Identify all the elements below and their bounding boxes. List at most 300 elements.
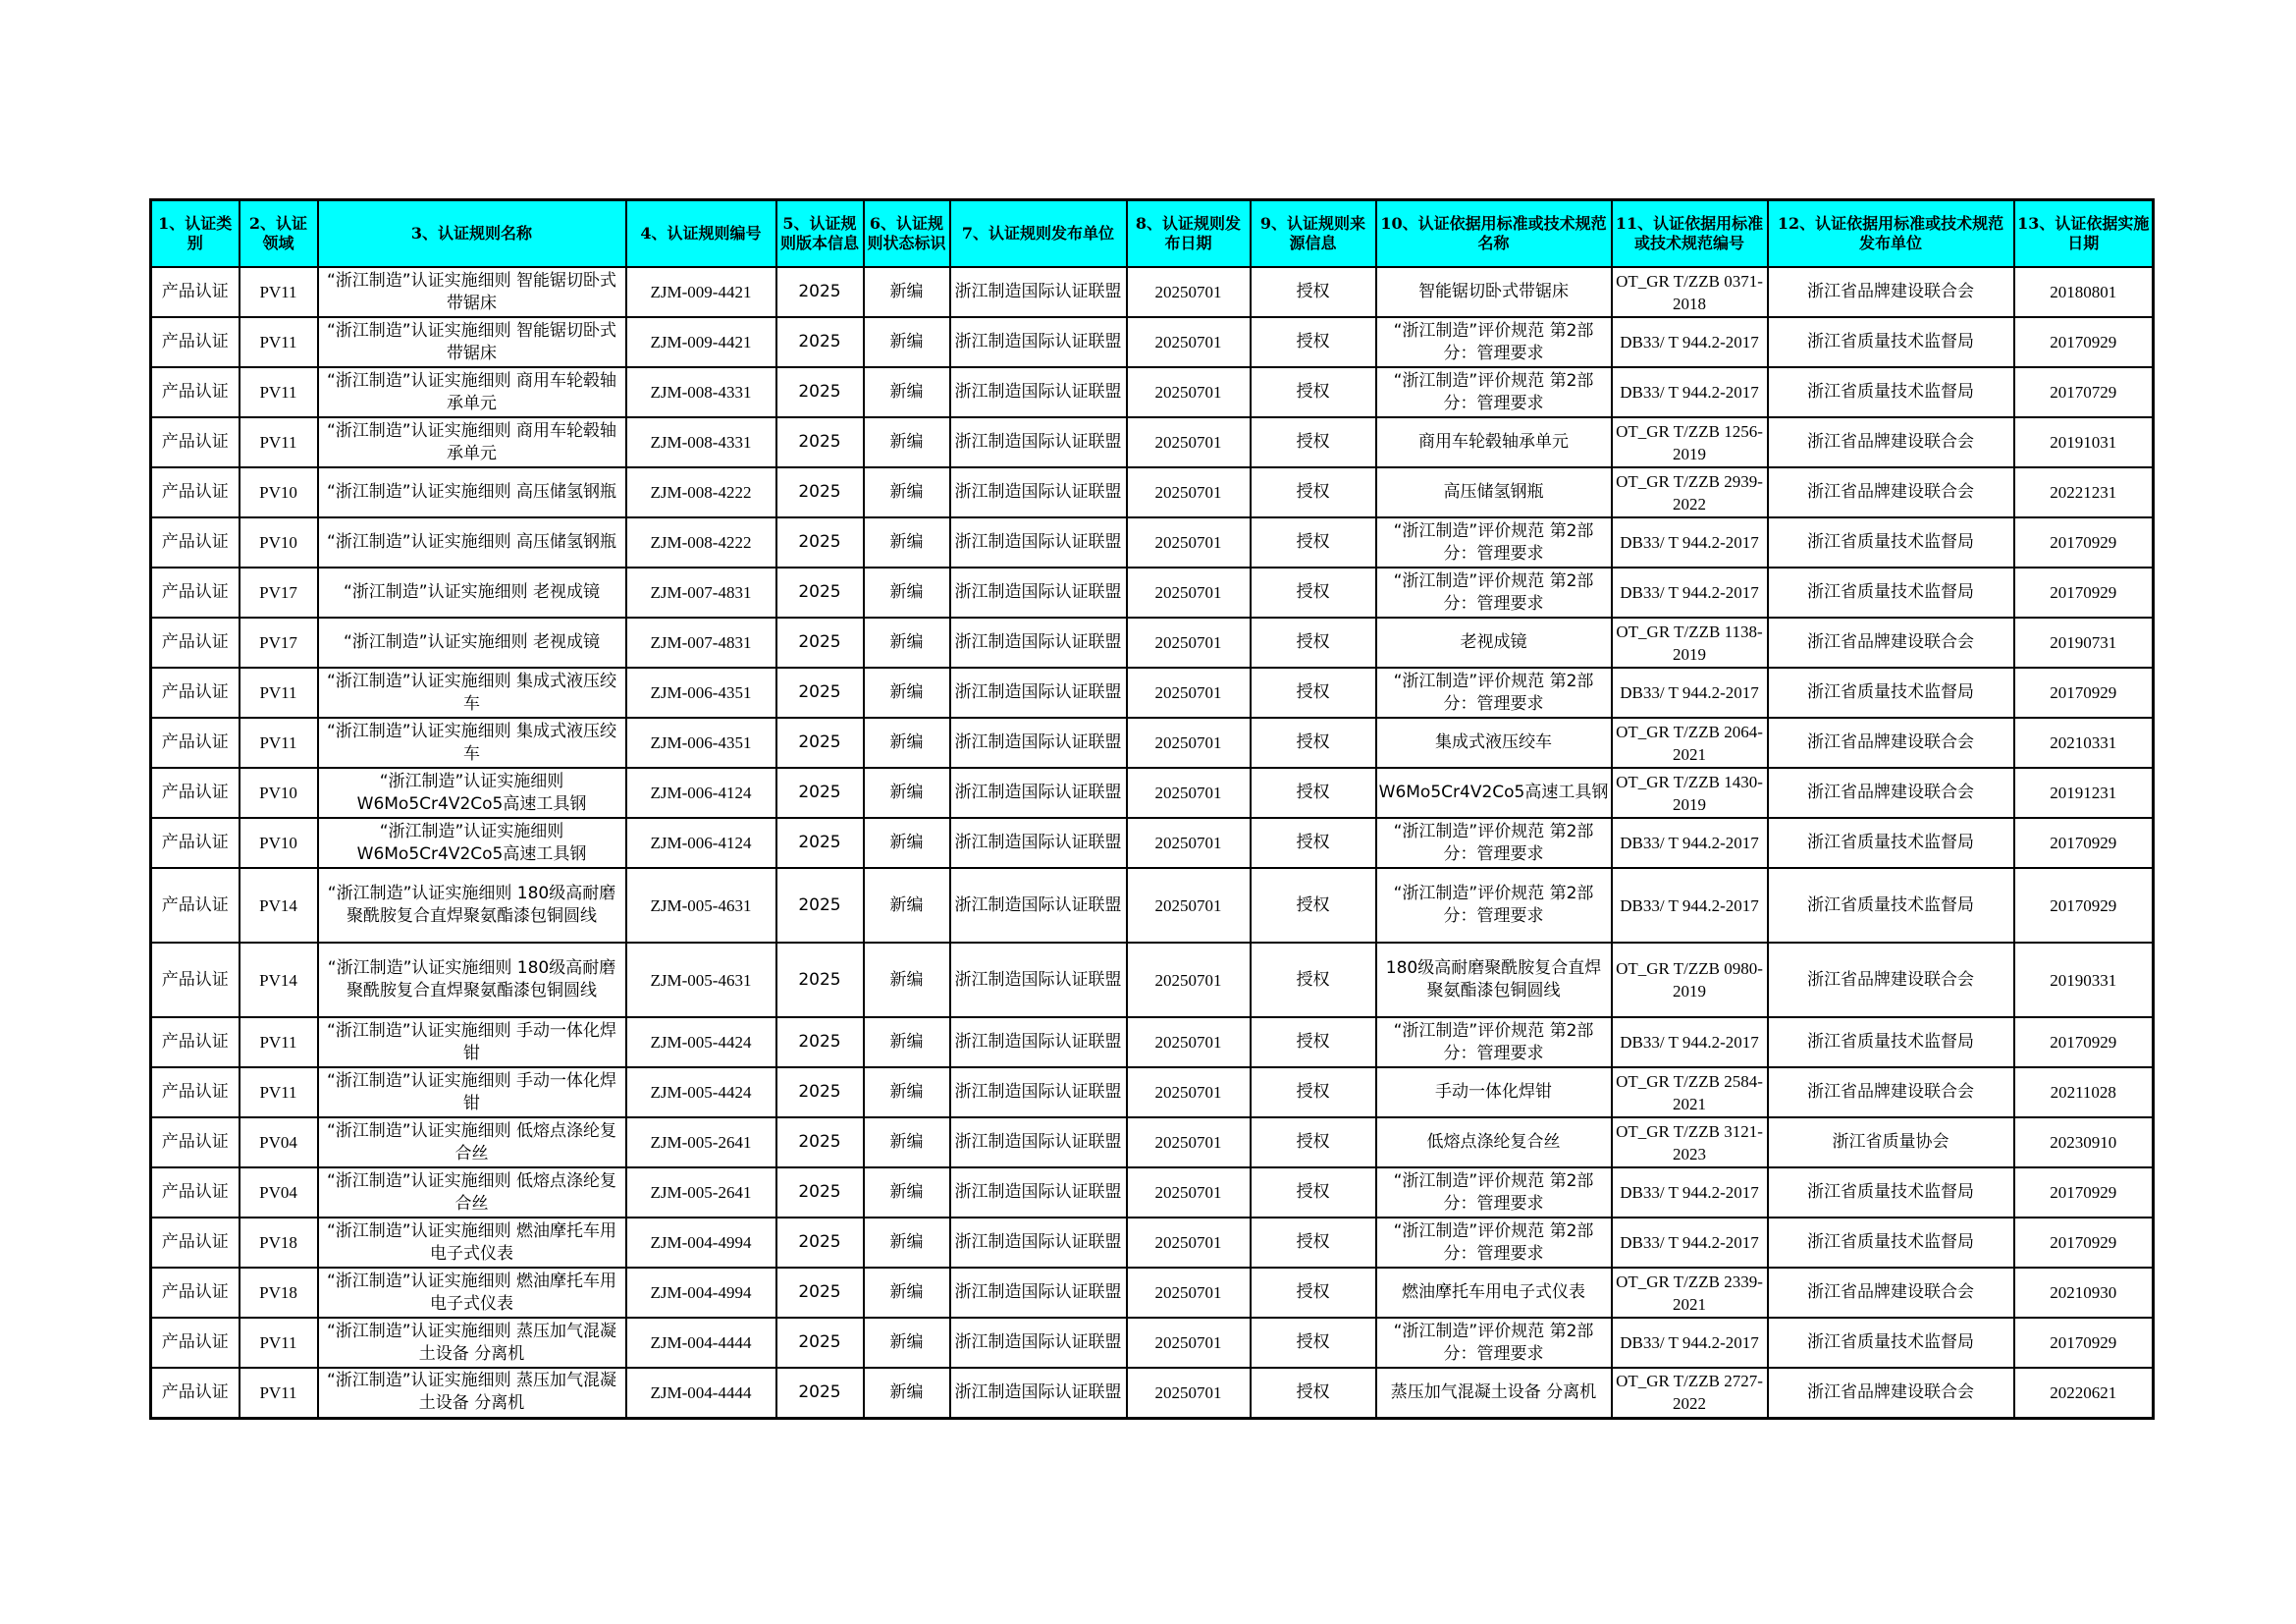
cell-rule-publisher: 浙江制造国际认证联盟 [950,1218,1127,1268]
cell-rule-version: 2025 [776,943,864,1017]
cell-rule-publisher: 浙江制造国际认证联盟 [950,668,1127,718]
cell-standard-publisher: 浙江省品牌建设联合会 [1768,618,2014,668]
cell-effective-date: 20191231 [2014,768,2154,818]
cell-rule-number: ZJM-004-4444 [626,1318,776,1368]
cell-rule-publisher: 浙江制造国际认证联盟 [950,367,1127,417]
cell-standard-number: OT_GR T/ZZB 0371-2018 [1612,267,1768,317]
cell-rule-name: “浙江制造”认证实施细则 高压储氢钢瓶 [318,517,626,568]
cell-standard-name: 蒸压加气混凝土设备 分离机 [1376,1368,1612,1418]
cell-rule-number: ZJM-005-2641 [626,1167,776,1218]
cell-cert-category: 产品认证 [151,367,240,417]
cell-effective-date: 20210331 [2014,718,2154,768]
cell-rule-date: 20250701 [1127,417,1251,467]
cell-effective-date: 20170929 [2014,868,2154,943]
cell-rule-number: ZJM-006-4124 [626,818,776,868]
cell-rule-status: 新编 [864,768,950,818]
cell-standard-publisher: 浙江省品牌建设联合会 [1768,943,2014,1017]
cell-cert-category: 产品认证 [151,1067,240,1117]
cell-standard-name: “浙江制造”评价规范 第2部分：管理要求 [1376,668,1612,718]
cell-rule-status: 新编 [864,317,950,367]
cell-rule-number: ZJM-008-4331 [626,417,776,467]
cell-rule-date: 20250701 [1127,1218,1251,1268]
cell-standard-publisher: 浙江省品牌建设联合会 [1768,718,2014,768]
cell-rule-name: “浙江制造”认证实施细则 低熔点涤纶复合丝 [318,1167,626,1218]
cell-rule-publisher: 浙江制造国际认证联盟 [950,1167,1127,1218]
cell-rule-version: 2025 [776,517,864,568]
cell-rule-version: 2025 [776,1318,864,1368]
cell-cert-category: 产品认证 [151,467,240,517]
cell-rule-number: ZJM-006-4351 [626,668,776,718]
cell-rule-publisher: 浙江制造国际认证联盟 [950,1067,1127,1117]
cell-rule-version: 2025 [776,718,864,768]
cell-cert-category: 产品认证 [151,1167,240,1218]
cell-rule-version: 2025 [776,367,864,417]
cell-rule-publisher: 浙江制造国际认证联盟 [950,317,1127,367]
cell-rule-status: 新编 [864,1318,950,1368]
cell-effective-date: 20170929 [2014,1167,2154,1218]
cell-rule-date: 20250701 [1127,618,1251,668]
cell-rule-status: 新编 [864,943,950,1017]
table-row [151,267,2154,317]
cell-effective-date: 20170929 [2014,1218,2154,1268]
cell-rule-number: ZJM-006-4124 [626,768,776,818]
cell-rule-publisher: 浙江制造国际认证联盟 [950,267,1127,317]
cell-effective-date: 20170929 [2014,317,2154,367]
cell-rule-source: 授权 [1251,417,1376,467]
cell-rule-name: “浙江制造”认证实施细则 手动一体化焊钳 [318,1017,626,1067]
cell-cert-field: PV17 [240,568,318,618]
cell-rule-version: 2025 [776,768,864,818]
table-row [151,317,2154,367]
cell-rule-source: 授权 [1251,618,1376,668]
cell-rule-date: 20250701 [1127,467,1251,517]
table-row [151,1067,2154,1117]
cell-rule-source: 授权 [1251,818,1376,868]
cell-rule-publisher: 浙江制造国际认证联盟 [950,1368,1127,1418]
table-row [151,668,2154,718]
cell-cert-field: PV11 [240,718,318,768]
cell-cert-field: PV11 [240,1067,318,1117]
cell-standard-number: OT_GR T/ZZB 2339-2021 [1612,1268,1768,1318]
cell-rule-name: “浙江制造”认证实施细则 高压储氢钢瓶 [318,467,626,517]
cell-effective-date: 20220621 [2014,1368,2154,1418]
cell-standard-publisher: 浙江省质量技术监督局 [1768,818,2014,868]
cell-cert-field: PV04 [240,1167,318,1218]
cell-rule-version: 2025 [776,568,864,618]
cell-rule-publisher: 浙江制造国际认证联盟 [950,868,1127,943]
cell-standard-name: “浙江制造”评价规范 第2部分：管理要求 [1376,367,1612,417]
cell-standard-number: DB33/ T 944.2-2017 [1612,517,1768,568]
table-header [151,200,2154,268]
cell-rule-source: 授权 [1251,1368,1376,1418]
cell-cert-category: 产品认证 [151,668,240,718]
cell-cert-category: 产品认证 [151,718,240,768]
cell-standard-name: W6Mo5Cr4V2Co5高速工具钢 [1376,768,1612,818]
cell-rule-version: 2025 [776,267,864,317]
cell-cert-category: 产品认证 [151,1318,240,1368]
table-row [151,868,2154,943]
table-row [151,1318,2154,1368]
cell-standard-name: 智能锯切卧式带锯床 [1376,267,1612,317]
cell-standard-number: OT_GR T/ZZB 1256-2019 [1612,417,1768,467]
cell-standard-publisher: 浙江省品牌建设联合会 [1768,1368,2014,1418]
cell-cert-field: PV11 [240,367,318,417]
cell-rule-name: “浙江制造”认证实施细则 商用车轮毂轴承单元 [318,367,626,417]
cell-rule-date: 20250701 [1127,1117,1251,1167]
cell-rule-status: 新编 [864,267,950,317]
cell-standard-number: DB33/ T 944.2-2017 [1612,668,1768,718]
cell-standard-publisher: 浙江省质量技术监督局 [1768,317,2014,367]
cell-standard-name: “浙江制造”评价规范 第2部分：管理要求 [1376,317,1612,367]
cell-rule-version: 2025 [776,1067,864,1117]
cell-cert-category: 产品认证 [151,618,240,668]
cell-standard-publisher: 浙江省质量技术监督局 [1768,568,2014,618]
cell-rule-status: 新编 [864,1067,950,1117]
table-row [151,768,2154,818]
cell-rule-name: “浙江制造”认证实施细则 商用车轮毂轴承单元 [318,417,626,467]
table-row [151,367,2154,417]
cell-rule-name: “浙江制造”认证实施细则 蒸压加气混凝土设备 分离机 [318,1318,626,1368]
cell-rule-date: 20250701 [1127,517,1251,568]
cell-standard-publisher: 浙江省品牌建设联合会 [1768,267,2014,317]
cell-effective-date: 20190331 [2014,943,2154,1017]
cell-rule-name: “浙江制造”认证实施细则 智能锯切卧式带锯床 [318,267,626,317]
cell-rule-date: 20250701 [1127,267,1251,317]
cell-standard-number: OT_GR T/ZZB 3121-2023 [1612,1117,1768,1167]
cell-standard-publisher: 浙江省品牌建设联合会 [1768,467,2014,517]
cell-rule-date: 20250701 [1127,718,1251,768]
table-row [151,1268,2154,1318]
cell-rule-status: 新编 [864,1218,950,1268]
cell-cert-category: 产品认证 [151,1117,240,1167]
cell-rule-status: 新编 [864,367,950,417]
cell-effective-date: 20170929 [2014,1318,2154,1368]
cell-standard-number: OT_GR T/ZZB 2939-2022 [1612,467,1768,517]
cell-rule-date: 20250701 [1127,568,1251,618]
cell-standard-name: “浙江制造”评价规范 第2部分：管理要求 [1376,568,1612,618]
cell-cert-field: PV10 [240,467,318,517]
cell-rule-name: “浙江制造”认证实施细则 蒸压加气混凝土设备 分离机 [318,1368,626,1418]
cell-rule-source: 授权 [1251,718,1376,768]
cell-rule-status: 新编 [864,467,950,517]
cell-standard-publisher: 浙江省质量技术监督局 [1768,668,2014,718]
cell-cert-category: 产品认证 [151,517,240,568]
cell-cert-field: PV18 [240,1218,318,1268]
cell-cert-field: PV10 [240,517,318,568]
header-rule-publisher: 7、认证规则发布单位 [950,200,1127,268]
cell-cert-field: PV11 [240,317,318,367]
cell-effective-date: 20191031 [2014,417,2154,467]
cell-rule-number: ZJM-004-4994 [626,1268,776,1318]
header-standard-publisher: 12、认证依据用标准或技术规范发布单位 [1768,200,2014,268]
cell-standard-name: “浙江制造”评价规范 第2部分：管理要求 [1376,818,1612,868]
cell-rule-status: 新编 [864,1117,950,1167]
cell-rule-source: 授权 [1251,1318,1376,1368]
header-rule-name: 3、认证规则名称 [318,200,626,268]
cell-effective-date: 20180801 [2014,267,2154,317]
cell-rule-number: ZJM-004-4994 [626,1218,776,1268]
cell-standard-publisher: 浙江省质量技术监督局 [1768,1167,2014,1218]
cell-rule-number: ZJM-004-4444 [626,1368,776,1418]
table-row [151,1017,2154,1067]
cell-effective-date: 20170929 [2014,568,2154,618]
cell-cert-field: PV11 [240,267,318,317]
cell-effective-date: 20170929 [2014,1017,2154,1067]
header-standard-number: 11、认证依据用标准或技术规范编号 [1612,200,1768,268]
cell-rule-number: ZJM-007-4831 [626,568,776,618]
cell-rule-source: 授权 [1251,768,1376,818]
cell-standard-name: “浙江制造”评价规范 第2部分：管理要求 [1376,1167,1612,1218]
table-row [151,517,2154,568]
cell-effective-date: 20211028 [2014,1067,2154,1117]
cell-standard-number: OT_GR T/ZZB 0980-2019 [1612,943,1768,1017]
cell-rule-number: ZJM-009-4421 [626,267,776,317]
cell-rule-publisher: 浙江制造国际认证联盟 [950,943,1127,1017]
cell-standard-number: DB33/ T 944.2-2017 [1612,1167,1768,1218]
cell-standard-publisher: 浙江省质量技术监督局 [1768,1017,2014,1067]
table-row [151,943,2154,1017]
cell-rule-date: 20250701 [1127,868,1251,943]
cell-standard-publisher: 浙江省品牌建设联合会 [1768,1067,2014,1117]
cell-cert-field: PV11 [240,1368,318,1418]
table-row [151,818,2154,868]
cell-standard-publisher: 浙江省质量技术监督局 [1768,517,2014,568]
cell-standard-name: 低熔点涤纶复合丝 [1376,1117,1612,1167]
header-rule-source: 9、认证规则来源信息 [1251,200,1376,268]
cell-rule-date: 20250701 [1127,1167,1251,1218]
cell-rule-date: 20250701 [1127,768,1251,818]
cell-cert-category: 产品认证 [151,943,240,1017]
header-rule-version: 5、认证规则版本信息 [776,200,864,268]
cell-standard-publisher: 浙江省质量技术监督局 [1768,1318,2014,1368]
cell-rule-version: 2025 [776,668,864,718]
cell-standard-number: DB33/ T 944.2-2017 [1612,568,1768,618]
cell-cert-category: 产品认证 [151,768,240,818]
cell-rule-date: 20250701 [1127,317,1251,367]
header-cert-category: 1、认证类别 [151,200,240,268]
cell-standard-name: 集成式液压绞车 [1376,718,1612,768]
cell-rule-date: 20250701 [1127,1368,1251,1418]
header-row [151,200,2154,268]
cell-rule-publisher: 浙江制造国际认证联盟 [950,1117,1127,1167]
cell-standard-publisher: 浙江省品牌建设联合会 [1768,768,2014,818]
cell-rule-name: “浙江制造”认证实施细则 W6Mo5Cr4V2Co5高速工具钢 [318,768,626,818]
cell-standard-number: DB33/ T 944.2-2017 [1612,818,1768,868]
cell-standard-number: OT_GR T/ZZB 1430-2019 [1612,768,1768,818]
cell-rule-name: “浙江制造”认证实施细则 180级高耐磨聚酰胺复合直焊聚氨酯漆包铜圆线 [318,868,626,943]
header-cert-field: 2、认证领域 [240,200,318,268]
cell-standard-name: “浙江制造”评价规范 第2部分：管理要求 [1376,868,1612,943]
cell-rule-status: 新编 [864,1268,950,1318]
table-row [151,618,2154,668]
cell-rule-publisher: 浙江制造国际认证联盟 [950,517,1127,568]
cell-standard-number: DB33/ T 944.2-2017 [1612,367,1768,417]
cell-standard-number: DB33/ T 944.2-2017 [1612,1218,1768,1268]
cell-rule-version: 2025 [776,317,864,367]
cell-rule-date: 20250701 [1127,943,1251,1017]
cell-cert-field: PV11 [240,417,318,467]
cell-standard-name: 商用车轮毂轴承单元 [1376,417,1612,467]
cell-cert-field: PV11 [240,1318,318,1368]
cell-rule-source: 授权 [1251,267,1376,317]
table-body [151,267,2154,1418]
cell-effective-date: 20170929 [2014,517,2154,568]
cell-rule-publisher: 浙江制造国际认证联盟 [950,718,1127,768]
cell-cert-category: 产品认证 [151,1268,240,1318]
cell-standard-name: 高压储氢钢瓶 [1376,467,1612,517]
cell-rule-publisher: 浙江制造国际认证联盟 [950,1017,1127,1067]
header-effective-date: 13、认证依据实施日期 [2014,200,2154,268]
cell-rule-publisher: 浙江制造国际认证联盟 [950,618,1127,668]
cell-cert-field: PV11 [240,1017,318,1067]
cell-rule-name: “浙江制造”认证实施细则 老视成镜 [318,618,626,668]
cell-standard-number: DB33/ T 944.2-2017 [1612,1017,1768,1067]
cell-effective-date: 20170729 [2014,367,2154,417]
cell-standard-name: 180级高耐磨聚酰胺复合直焊聚氨酯漆包铜圆线 [1376,943,1612,1017]
cell-rule-status: 新编 [864,568,950,618]
cell-rule-version: 2025 [776,1017,864,1067]
cell-rule-publisher: 浙江制造国际认证联盟 [950,818,1127,868]
cell-standard-number: DB33/ T 944.2-2017 [1612,1318,1768,1368]
cell-effective-date: 20221231 [2014,467,2154,517]
cell-cert-field: PV18 [240,1268,318,1318]
cell-rule-source: 授权 [1251,517,1376,568]
table-row [151,1167,2154,1218]
cell-cert-field: PV10 [240,818,318,868]
cell-rule-name: “浙江制造”认证实施细则 180级高耐磨聚酰胺复合直焊聚氨酯漆包铜圆线 [318,943,626,1017]
cell-standard-name: “浙江制造”评价规范 第2部分：管理要求 [1376,1318,1612,1368]
cell-cert-category: 产品认证 [151,868,240,943]
cell-standard-name: “浙江制造”评价规范 第2部分：管理要求 [1376,517,1612,568]
cell-cert-category: 产品认证 [151,1218,240,1268]
cell-rule-version: 2025 [776,1368,864,1418]
cell-rule-number: ZJM-005-4631 [626,943,776,1017]
cell-rule-source: 授权 [1251,943,1376,1017]
cell-rule-version: 2025 [776,618,864,668]
cell-standard-publisher: 浙江省质量技术监督局 [1768,1218,2014,1268]
cell-standard-number: DB33/ T 944.2-2017 [1612,317,1768,367]
cell-rule-version: 2025 [776,868,864,943]
cell-effective-date: 20190731 [2014,618,2154,668]
cell-cert-category: 产品认证 [151,317,240,367]
cell-rule-source: 授权 [1251,1117,1376,1167]
cell-rule-number: ZJM-008-4222 [626,467,776,517]
cell-rule-date: 20250701 [1127,367,1251,417]
cell-rule-version: 2025 [776,1117,864,1167]
cell-standard-number: OT_GR T/ZZB 2064-2021 [1612,718,1768,768]
cell-rule-status: 新编 [864,1167,950,1218]
header-rule-number: 4、认证规则编号 [626,200,776,268]
cell-rule-publisher: 浙江制造国际认证联盟 [950,1318,1127,1368]
cell-rule-version: 2025 [776,1268,864,1318]
cell-rule-source: 授权 [1251,668,1376,718]
cell-rule-source: 授权 [1251,1167,1376,1218]
cell-standard-name: “浙江制造”评价规范 第2部分：管理要求 [1376,1218,1612,1268]
cell-standard-name: “浙江制造”评价规范 第2部分：管理要求 [1376,1017,1612,1067]
cell-rule-number: ZJM-009-4421 [626,317,776,367]
cell-rule-number: ZJM-005-4424 [626,1067,776,1117]
cell-rule-status: 新编 [864,1368,950,1418]
cell-rule-publisher: 浙江制造国际认证联盟 [950,1268,1127,1318]
cell-rule-source: 授权 [1251,568,1376,618]
cell-rule-version: 2025 [776,818,864,868]
table-row [151,1368,2154,1418]
cell-effective-date: 20210930 [2014,1268,2154,1318]
cell-cert-field: PV14 [240,868,318,943]
cell-standard-publisher: 浙江省质量技术监督局 [1768,868,2014,943]
cell-rule-publisher: 浙江制造国际认证联盟 [950,417,1127,467]
cell-effective-date: 20170929 [2014,668,2154,718]
cell-standard-number: OT_GR T/ZZB 1138-2019 [1612,618,1768,668]
cell-rule-number: ZJM-008-4331 [626,367,776,417]
cell-rule-name: “浙江制造”认证实施细则 手动一体化焊钳 [318,1067,626,1117]
cell-rule-version: 2025 [776,1218,864,1268]
cell-rule-name: “浙江制造”认证实施细则 低熔点涤纶复合丝 [318,1117,626,1167]
cell-rule-source: 授权 [1251,868,1376,943]
table-row [151,568,2154,618]
cell-cert-field: PV10 [240,768,318,818]
table-row [151,467,2154,517]
cell-rule-number: ZJM-005-2641 [626,1117,776,1167]
cell-rule-date: 20250701 [1127,818,1251,868]
cell-rule-date: 20250701 [1127,1268,1251,1318]
cell-rule-name: “浙江制造”认证实施细则 集成式液压绞车 [318,718,626,768]
cell-standard-publisher: 浙江省品牌建设联合会 [1768,1268,2014,1318]
cell-standard-publisher: 浙江省质量协会 [1768,1117,2014,1167]
cell-standard-number: OT_GR T/ZZB 2584-2021 [1612,1067,1768,1117]
cell-rule-date: 20250701 [1127,668,1251,718]
cell-rule-status: 新编 [864,868,950,943]
cell-rule-status: 新编 [864,417,950,467]
cell-cert-field: PV14 [240,943,318,1017]
cell-cert-category: 产品认证 [151,818,240,868]
cell-rule-source: 授权 [1251,367,1376,417]
cell-rule-status: 新编 [864,668,950,718]
cell-rule-version: 2025 [776,1167,864,1218]
cell-rule-name: “浙江制造”认证实施细则 老视成镜 [318,568,626,618]
cell-rule-status: 新编 [864,618,950,668]
header-rule-status: 6、认证规则状态标识 [864,200,950,268]
cell-effective-date: 20230910 [2014,1117,2154,1167]
cell-rule-number: ZJM-008-4222 [626,517,776,568]
cell-rule-date: 20250701 [1127,1067,1251,1117]
cell-rule-source: 授权 [1251,1268,1376,1318]
cell-rule-version: 2025 [776,467,864,517]
cell-rule-source: 授权 [1251,1017,1376,1067]
cell-rule-status: 新编 [864,517,950,568]
cell-effective-date: 20170929 [2014,818,2154,868]
cell-rule-status: 新编 [864,1017,950,1067]
certification-rules-table [149,198,2155,1420]
cell-standard-publisher: 浙江省质量技术监督局 [1768,367,2014,417]
table-row [151,1117,2154,1167]
cell-cert-field: PV11 [240,668,318,718]
cell-standard-name: 老视成镜 [1376,618,1612,668]
cell-rule-publisher: 浙江制造国际认证联盟 [950,768,1127,818]
cell-rule-date: 20250701 [1127,1318,1251,1368]
cell-standard-number: DB33/ T 944.2-2017 [1612,868,1768,943]
cell-rule-name: “浙江制造”认证实施细则 智能锯切卧式带锯床 [318,317,626,367]
cell-cert-field: PV04 [240,1117,318,1167]
cell-rule-number: ZJM-005-4631 [626,868,776,943]
cell-cert-category: 产品认证 [151,1017,240,1067]
cell-rule-name: “浙江制造”认证实施细则 燃油摩托车用电子式仪表 [318,1218,626,1268]
header-standard-name: 10、认证依据用标准或技术规范名称 [1376,200,1612,268]
cell-cert-category: 产品认证 [151,1368,240,1418]
cell-standard-publisher: 浙江省品牌建设联合会 [1768,417,2014,467]
cell-rule-name: “浙江制造”认证实施细则 W6Mo5Cr4V2Co5高速工具钢 [318,818,626,868]
cell-rule-source: 授权 [1251,1218,1376,1268]
